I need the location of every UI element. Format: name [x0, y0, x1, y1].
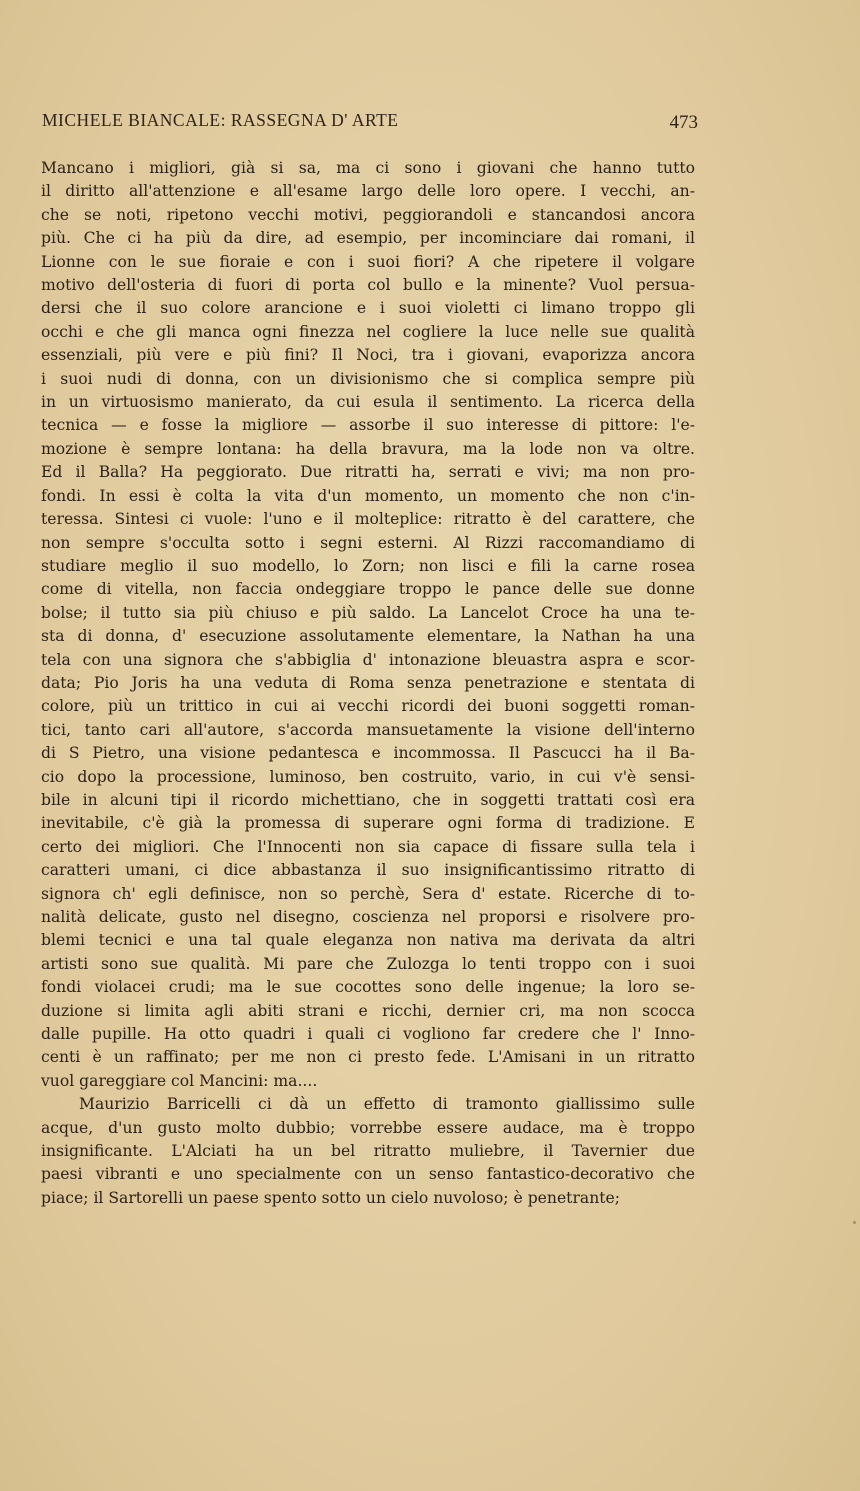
- text-line: fondi violacei crudi; ma le sue cocottes sono delle ingenue; la loro se-: [41, 978, 695, 997]
- page-number: 473: [669, 112, 698, 133]
- text-line: dersi che il suo colore arancione e i suoi violetti ci limano troppo gli: [41, 299, 695, 318]
- text-line: mozione è sempre lontana: ha della bravura, ma la lode non va oltre.: [41, 439, 695, 458]
- text-line: Lionne con le sue fioraie e con i suoi fiori? A che ripetere il volgare: [41, 252, 695, 271]
- text-line: piace; il Sartorelli un paese spento sotto un cielo nuvoloso; è penetrante;: [41, 1188, 620, 1207]
- text-line: essenziali, più vere e più fini? Il Noci, tra i giovani, evaporizza ancora: [41, 346, 695, 365]
- text-line: tela con una signora che s'abbiglia d' intonazione bleuastra aspra e scor-: [41, 650, 695, 669]
- text-line: che se noti, ripetono vecchi motivi, peggiorandoli e stancandosi ancora: [41, 205, 695, 224]
- running-head-title: MICHELE BIANCALE: RASSEGNA D' ARTE: [42, 110, 399, 130]
- text-line: di S Pietro, una visione pedantesca e incommossa. Il Pascucci ha il Ba-: [41, 744, 695, 763]
- text-line: centi è un raffinato; per me non ci presto fede. L'Amisani in un ritratto: [41, 1048, 695, 1067]
- text-line: più. Che ci ha più da dire, ad esempio, per incominciare dai romani, il: [41, 229, 695, 248]
- text-line: tici, tanto cari all'autore, s'accorda mansuetamente la visione dell'interno: [41, 720, 695, 739]
- text-line: occhi e che gli manca ogni finezza nel cogliere la luce nelle sue qualità: [41, 322, 695, 341]
- text-line: acque, d'un gusto molto dubbio; vorrebbe essere audace, ma è troppo: [41, 1118, 695, 1137]
- text-line: Ed il Balla? Ha peggiorato. Due ritratti ha, serrati e vivi; ma non pro-: [41, 463, 695, 482]
- running-head: [42, 110, 698, 138]
- text-line: Mancano i migliori, già si sa, ma ci sono i giovani che hanno tutto: [41, 159, 695, 177]
- text-line: motivo dell'osteria di fuori di porta col bullo e la minente? Vuol persua-: [41, 276, 695, 295]
- text-line: bolse; il tutto sia più chiuso e più saldo. La Lancelot Croce ha una te-: [41, 603, 695, 622]
- text-line: sta di donna, d' esecuzione assolutamente elementare, la Nathan ha una: [41, 627, 695, 646]
- paper-speck: [853, 1221, 856, 1224]
- text-line: fondi. In essi è colta la vita d'un momento, un momento che non c'in-: [41, 486, 695, 505]
- text-line: data; Pio Joris ha una veduta di Roma senza penetrazione e stentata di: [41, 673, 695, 692]
- text-line: caratteri umani, ci dice abbastanza il suo insignificantissimo ritratto di: [41, 861, 695, 880]
- text-line: in un virtuosismo manierato, da cui esula il sentimento. La ricerca della: [41, 393, 695, 412]
- text-line: colore, più un trittico in cui ai vecchi ricordi dei buoni soggetti roman-: [41, 697, 695, 716]
- text-line: nalità delicate, gusto nel disegno, coscienza nel proporsi e risolvere pro-: [41, 908, 695, 926]
- paragraph: [41, 1093, 695, 1210]
- text-line: paesi vibranti e uno specialmente con un senso fantastico-decorativo che: [41, 1165, 695, 1184]
- text-line: signora ch' egli definisce, non so perchè, Sera d' estate. Ricerche di to-: [41, 884, 695, 903]
- text-line: artisti sono sue qualità. Mi pare che Zulozga lo tenti troppo con i suoi: [41, 954, 695, 973]
- text-line: blemi tecnici e una tal quale eleganza non nativa ma derivata da altri: [41, 931, 695, 950]
- text-line: non sempre s'occulta sotto i segni esterni. Al Rizzi raccomandiamo di: [41, 533, 695, 552]
- text-line: vuol gareggiare col Mancini: ma....: [41, 1071, 318, 1090]
- text-line: come di vitella, non faccia ondeggiare troppo le pance delle sue donne: [41, 580, 695, 599]
- text-line: Maurizio Barricelli ci dà un effetto di tramonto giallissimo sulle: [79, 1095, 695, 1114]
- text-line: il diritto all'attenzione e all'esame largo delle loro opere. I vecchi, an-: [41, 182, 695, 201]
- text-line: teressa. Sintesi ci vuole: l'uno e il molteplice: ritratto è del carattere, che: [41, 510, 695, 529]
- text-line: studiare meglio il suo modello, lo Zorn; non lisci e fili la carne rosea: [41, 556, 695, 575]
- text-line: bile in alcuni tipi il ricordo michettiano, che in soggetti trattati così era: [41, 790, 695, 809]
- paragraph: [41, 157, 695, 1093]
- body-text: [41, 157, 695, 1210]
- text-line: i suoi nudi di donna, con un divisionismo che si complica sempre più: [41, 369, 695, 388]
- text-line: insignificante. L'Alciati ha un bel ritratto muliebre, il Tavernier due: [41, 1142, 695, 1161]
- text-line: duzione si limita agli abiti strani e ricchi, dernier cri, ma non scocca: [41, 1001, 695, 1020]
- text-line: cio dopo la processione, luminoso, ben costruito, vario, in cui v'è sensi-: [41, 767, 695, 786]
- text-line: tecnica — e fosse la migliore — assorbe il suo interesse di pittore: l'e-: [41, 416, 695, 435]
- text-line: inevitabile, c'è già la promessa di superare ogni forma di tradizione. E: [41, 814, 695, 833]
- text-line: dalle pupille. Ha otto quadri i quali ci vogliono far credere che l' Inno-: [41, 1025, 695, 1044]
- text-line: certo dei migliori. Che l'Innocenti non sia capace di fissare sulla tela i: [41, 837, 695, 856]
